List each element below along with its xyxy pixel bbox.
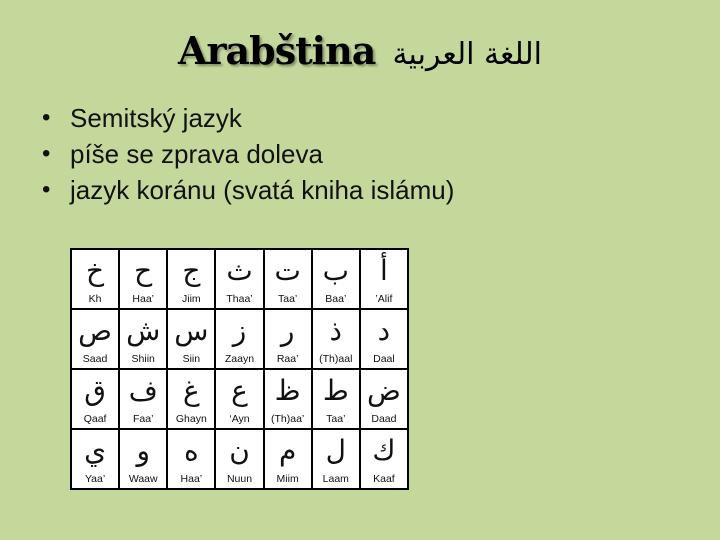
letter-cell <box>120 430 166 488</box>
letter-cell <box>313 250 359 308</box>
letter-glyph: ي <box>84 434 107 467</box>
letter-name: (Th)aa’ <box>271 413 305 425</box>
letter-glyph: ن <box>229 434 250 467</box>
bullet-text: Semitský jazyk <box>70 103 242 133</box>
bullet-dot: • <box>42 104 51 131</box>
letter-glyph: ح <box>134 254 153 287</box>
letter-name: Nuun <box>226 473 253 485</box>
letter-cell <box>361 430 407 488</box>
letter-glyph: ع <box>231 374 248 407</box>
letter-name: Shiin <box>131 353 155 365</box>
letter-name: ‘Ayn <box>229 413 250 425</box>
letter-glyph: غ <box>182 374 200 407</box>
letter-glyph: م <box>278 434 297 467</box>
letter-cell <box>168 310 214 368</box>
letter-name: Zaayn <box>224 353 255 365</box>
letter-cell <box>72 370 118 428</box>
letter-name: Kh <box>88 293 102 305</box>
bullet-dot: • <box>42 140 51 167</box>
letter-cell <box>120 310 166 368</box>
bullet-dot: • <box>42 176 51 203</box>
letter-glyph: و <box>136 434 150 467</box>
letter-cell <box>313 430 359 488</box>
letter-name: Ghayn <box>175 413 207 425</box>
letter-name: ’Alif <box>375 293 393 305</box>
arabic-alphabet-table <box>70 248 409 490</box>
letter-glyph: س <box>174 314 209 347</box>
letter-glyph: ل <box>325 434 346 467</box>
letter-name: Taa’ <box>326 413 346 425</box>
letter-name: Miim <box>276 473 299 485</box>
letter-glyph: ش <box>126 314 161 347</box>
letter-glyph: ك <box>372 434 396 467</box>
bullet-item <box>42 136 454 172</box>
letter-glyph: ف <box>128 374 158 407</box>
letter-glyph: ب <box>322 254 349 287</box>
letter-cell <box>168 250 214 308</box>
bullet-list <box>42 100 454 208</box>
letter-name: Waaw <box>128 473 158 485</box>
letter-cell <box>72 430 118 488</box>
letter-name: Taa’ <box>278 293 298 305</box>
letter-name: Siin <box>182 353 201 365</box>
title-latin: Arabština <box>178 28 376 73</box>
letter-name: Faa’ <box>132 413 154 425</box>
letter-cell <box>265 370 311 428</box>
letter-cell <box>216 430 262 488</box>
letter-glyph: د <box>377 314 391 347</box>
letter-cell <box>265 250 311 308</box>
slide-title <box>0 28 720 73</box>
letter-glyph: ذ <box>329 314 342 347</box>
letter-glyph: ض <box>366 374 401 407</box>
bullet-text: píše se zprava doleva <box>70 139 323 169</box>
letter-name: Qaaf <box>83 413 107 425</box>
letter-cell <box>168 370 214 428</box>
letter-cell <box>216 370 262 428</box>
letter-name: Haa’ <box>132 293 155 305</box>
letter-glyph: ص <box>78 314 112 347</box>
letter-cell <box>361 250 407 308</box>
letter-name: Daal <box>373 353 395 365</box>
letter-cell <box>72 310 118 368</box>
bullet-text: jazyk koránu (svatá kniha islámu) <box>70 175 455 205</box>
letter-glyph: ر <box>280 314 295 347</box>
bullet-item <box>42 100 454 136</box>
letter-glyph: ه <box>184 434 199 467</box>
letter-cell <box>168 430 214 488</box>
letter-cell <box>265 310 311 368</box>
letter-glyph: ث <box>226 254 253 287</box>
letter-name: Haa’ <box>180 473 203 485</box>
letter-cell <box>265 430 311 488</box>
letter-cell <box>120 370 166 428</box>
letter-name: Daad <box>371 413 397 425</box>
letter-glyph: ز <box>232 314 247 347</box>
letter-name: Thaa’ <box>226 293 253 305</box>
letter-cell <box>72 250 118 308</box>
letter-glyph: ظ <box>274 374 301 407</box>
letter-cell <box>313 310 359 368</box>
letter-name: Yaa’ <box>84 473 106 485</box>
letter-glyph: أ <box>380 254 388 287</box>
letter-cell <box>120 250 166 308</box>
letter-name: Raa’ <box>276 353 299 365</box>
letter-glyph: خ <box>86 254 105 287</box>
letter-name: Saad <box>82 353 108 365</box>
letter-cell <box>216 250 262 308</box>
letter-cell <box>361 310 407 368</box>
letter-glyph: ت <box>274 254 301 287</box>
letter-cell <box>361 370 407 428</box>
title-arabic: اللغة العربية <box>392 37 542 72</box>
letter-name: Baa’ <box>325 293 347 305</box>
letter-name: Laam <box>322 473 349 485</box>
letter-glyph: ط <box>322 374 349 407</box>
letter-name: (Th)aal <box>319 353 353 365</box>
letter-cell <box>313 370 359 428</box>
letter-name: Kaaf <box>373 473 395 485</box>
letter-glyph: ق <box>84 374 106 407</box>
bullet-item <box>42 172 454 208</box>
letter-glyph: ج <box>182 254 201 287</box>
letter-name: Jiim <box>182 293 201 305</box>
letter-cell <box>216 310 262 368</box>
